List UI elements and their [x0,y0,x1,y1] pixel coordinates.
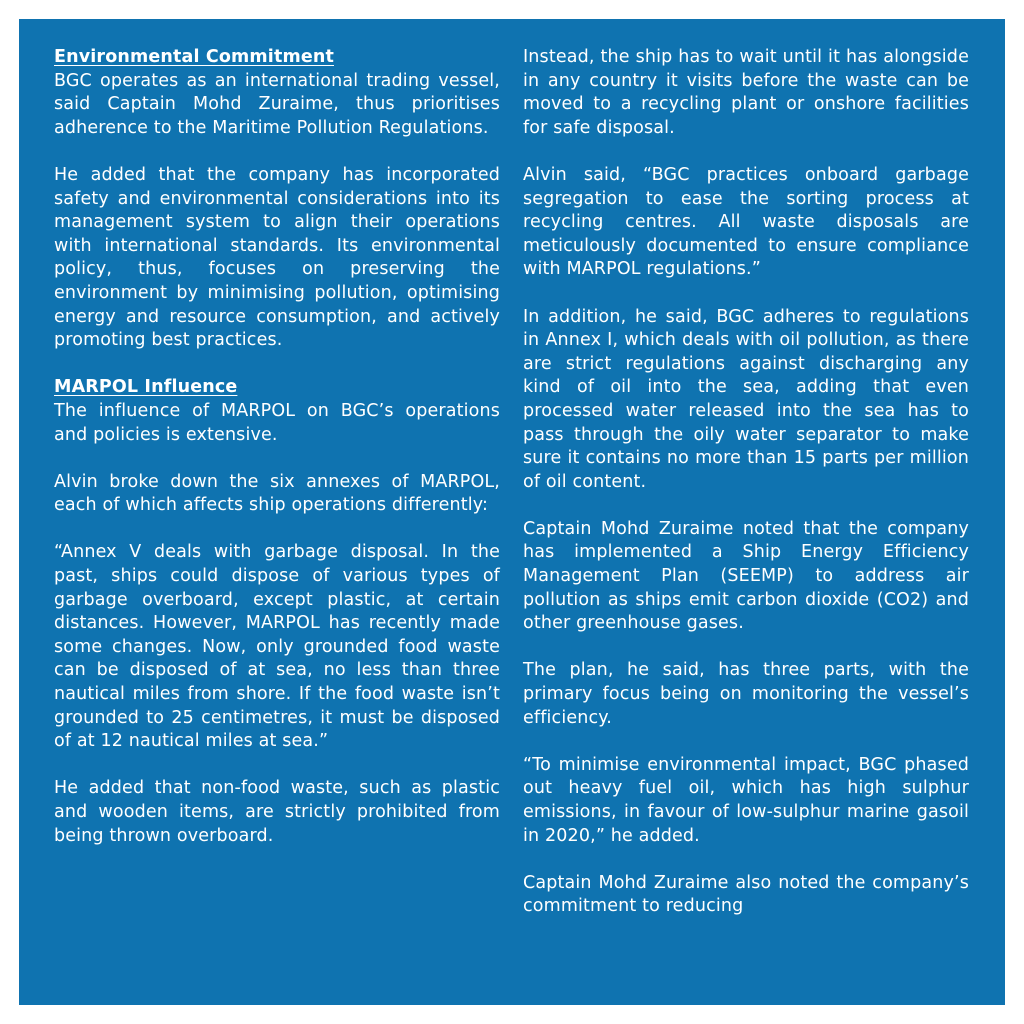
right-column [523,46,969,919]
paragraph: “To minimise environmental impact, BGC phased out heavy fuel oil, which has high sulphur emissions, in favour of low-sulphur marine gasoil in 2020,” he added. [523,754,969,846]
paragraph: He added that non-food waste, such as plastic and wooden items, are strictly prohibited from being thrown overboard. [54,778,500,846]
paragraph: Captain Mohd Zuraime also noted the company’s commitment to reducing [523,872,969,917]
paragraph: The influence of MARPOL on BGC’s operations and policies is extensive. [54,400,500,445]
paragraph: Captain Mohd Zuraime noted that the company has implemented a Ship Energy Efficiency Management Plan (SEEMP) to address air pollution as ships emit carbon dioxide (CO2) and other greenhouse gases. [523,518,969,634]
paragraph: He added that the company has incorporated safety and environmental considerations into its management system to align their operations with international standards. Its environmental policy, thus, focuses on preserving the environment by minimising pollution, optimising energy and resource consumption, and actively promoting best practices. [54,164,500,351]
paragraph: Alvin broke down the six annexes of MARPOL, each of which affects ship operations differently: [54,471,500,516]
paragraph: Alvin said, “BGC practices onboard garbage segregation to ease the sorting process at recycling centres. All waste disposals are meticulously documented to ensure compliance with MARPOL regulations.” [523,164,969,280]
paragraph: In addition, he said, BGC adheres to regulations in Annex I, which deals with oil pollution, as there are strict regulations against discharging any kind of oil into the sea, adding that even processed water released into the sea has to pass through the oily water separator to make sure it contains no more than 15 parts per million of oil content. [523,306,969,492]
section-heading-environmental-commitment: Environmental Commitment [54,47,334,67]
paragraph: Instead, the ship has to wait until it has alongside in any country it visits before the waste can be moved to a recycling plant or onshore facilities for safe disposal. [523,47,969,138]
paragraph: “Annex V deals with garbage disposal. In the past, ships could dispose of various types of garbage overboard, except plastic, at certain distances. However, MARPOL has recently made some changes. Now, only grounded food waste can be disposed of at sea, no less than three nautical miles from shore. If the food waste isn’t grounded to 25 centimetres, it must be disposed of at 12 nautical miles at sea.” [54,542,500,752]
paragraph: BGC operates as an international trading vessel, said Captain Mohd Zuraime, thus prioritises adherence to the Maritime Pollution Regulations. [54,70,500,138]
paragraph: The plan, he said, has three parts, with the primary focus being on monitoring the vessel’s efficiency. [523,660,969,728]
section-heading-marpol-influence: MARPOL Influence [54,377,238,398]
left-column [54,46,500,848]
article-panel [19,19,1005,1005]
